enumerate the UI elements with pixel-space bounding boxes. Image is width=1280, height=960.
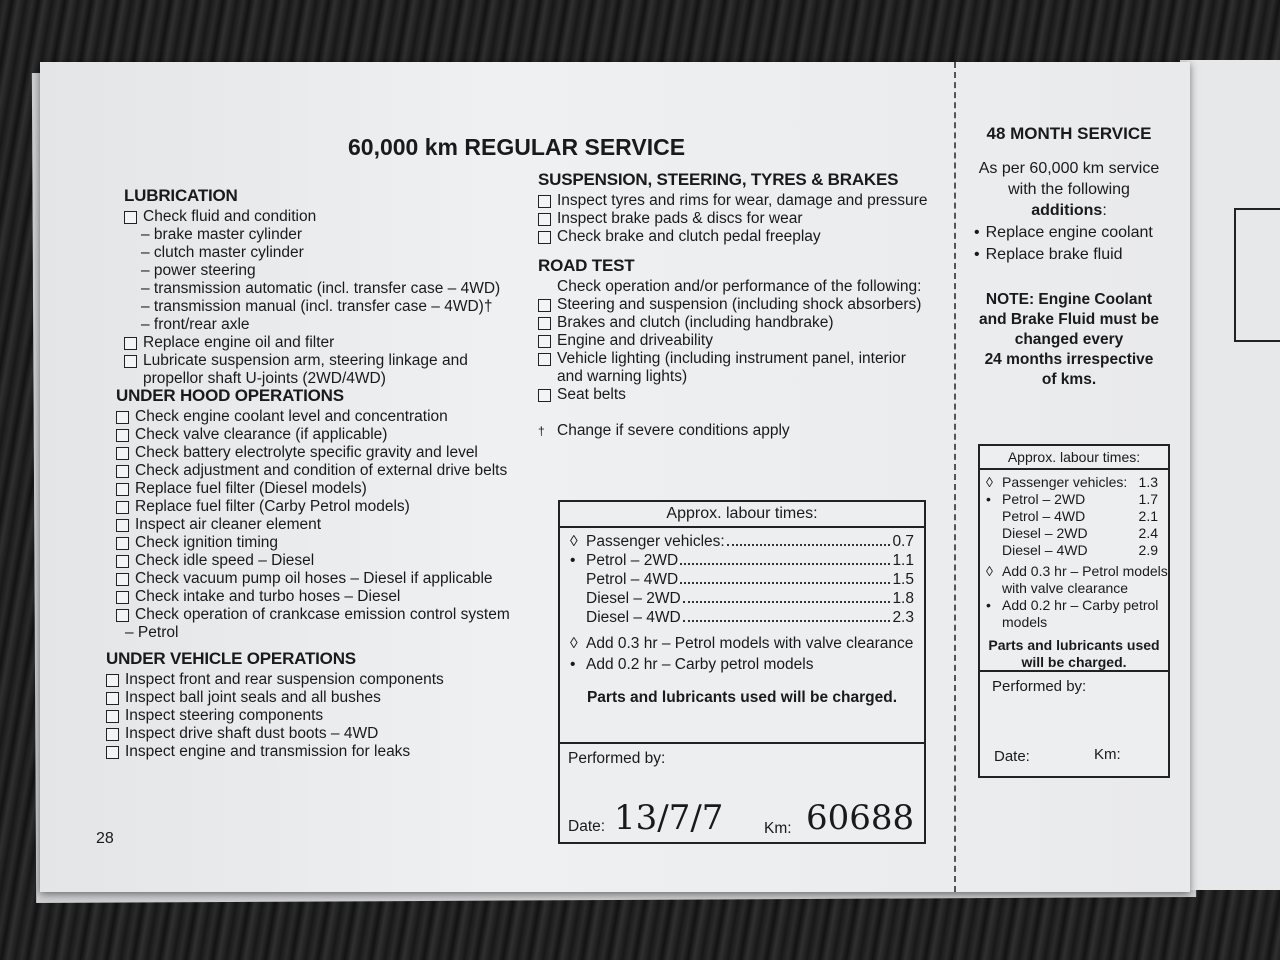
checkbox[interactable] bbox=[116, 465, 129, 478]
side-labour-note bbox=[980, 597, 1168, 631]
checklist-item-label: – power steering bbox=[141, 262, 256, 279]
labour-row-value: 0.7 bbox=[892, 533, 914, 550]
labour-row-value: 1.3 bbox=[1138, 474, 1158, 490]
checklist-item-label: Replace engine oil and filter bbox=[143, 334, 335, 351]
checklist-item-label: Inspect brake pads & discs for wear bbox=[557, 210, 803, 227]
checklist-item bbox=[116, 516, 510, 534]
checklist-item-label: Inspect air cleaner element bbox=[135, 516, 322, 533]
checkbox[interactable] bbox=[116, 519, 129, 532]
checkbox[interactable] bbox=[116, 573, 129, 586]
labour-row bbox=[560, 589, 924, 608]
labour-note bbox=[560, 654, 924, 675]
month-note-line: 24 months irrespective bbox=[984, 351, 1154, 368]
side-note-mark: ◊ bbox=[986, 563, 993, 579]
side-charged-1: Parts and lubricants used bbox=[988, 637, 1160, 653]
suspension-section bbox=[538, 170, 927, 246]
checklist-item-label: Inspect front and rear suspension components bbox=[125, 671, 444, 688]
labour-row-name: Diesel – 4WD bbox=[1002, 542, 1088, 558]
under-hood-section bbox=[116, 386, 510, 642]
labour-row-name: Petrol – 2WD bbox=[1002, 491, 1086, 507]
checklist-item-label: Check adjustment and condition of external drive belts bbox=[135, 462, 508, 479]
page-title: 60,000 km REGULAR SERVICE bbox=[348, 134, 686, 160]
labour-notes bbox=[560, 627, 924, 675]
checklist-item bbox=[124, 298, 500, 316]
checklist-item bbox=[106, 725, 444, 743]
labour-row-leader bbox=[1087, 508, 1136, 520]
next-page-edge bbox=[1180, 60, 1280, 890]
labour-row-mark bbox=[570, 608, 586, 627]
checklist-item bbox=[116, 480, 510, 498]
checkbox[interactable] bbox=[106, 674, 119, 687]
checklist-item bbox=[124, 244, 500, 262]
labour-row-leader bbox=[680, 551, 890, 565]
checklist-item bbox=[538, 350, 921, 368]
checklist-item-label: Lubricate suspension arm, steering linkage and bbox=[143, 352, 468, 369]
checklist-item-label: – brake master cylinder bbox=[141, 226, 303, 243]
month-intro-colon: : bbox=[1102, 202, 1107, 219]
month-note-line: NOTE: Engine Coolant bbox=[985, 291, 1153, 308]
under-hood-tail: – Petrol bbox=[125, 624, 179, 641]
labour-row bbox=[980, 542, 1168, 559]
checklist-item-label: Brakes and clutch (including handbrake) bbox=[557, 314, 834, 331]
checklist-item bbox=[116, 426, 510, 444]
labour-row-name: Diesel – 2WD bbox=[586, 590, 681, 607]
month-note-line: of kms. bbox=[1041, 371, 1097, 388]
under-vehicle-heading: UNDER VEHICLE OPERATIONS bbox=[106, 649, 356, 668]
checklist-item bbox=[116, 534, 510, 552]
checklist-item-label: Inspect steering components bbox=[125, 707, 324, 724]
side-performed-by: Performed by: bbox=[992, 678, 1087, 695]
lubrication-list bbox=[124, 208, 500, 388]
labour-row-value: 2.1 bbox=[1138, 508, 1158, 524]
month-intro-2: with the following bbox=[1008, 181, 1130, 198]
month-addition-label: Replace engine coolant bbox=[985, 224, 1153, 241]
month-service-section bbox=[962, 124, 1176, 390]
labour-note-text: Add 0.3 hr – Petrol models with valve clearance bbox=[586, 635, 914, 652]
checklist-item bbox=[124, 352, 500, 370]
checklist-item bbox=[538, 314, 921, 332]
checklist-item bbox=[124, 262, 500, 280]
handwritten-date: 13/7/7 bbox=[614, 798, 724, 838]
labour-row-leader bbox=[1090, 542, 1137, 554]
road-test-intro: Check operation and/or performance of the following: bbox=[557, 278, 922, 295]
checklist-item-label: Engine and driveability bbox=[557, 332, 713, 349]
labour-row-leader bbox=[1129, 474, 1136, 486]
under-vehicle-list bbox=[106, 671, 444, 761]
checklist-item bbox=[538, 228, 927, 246]
labour-note-mark: ◊ bbox=[570, 635, 578, 652]
labour-row-name: Diesel – 4WD bbox=[586, 609, 681, 626]
checklist-item-label: – clutch master cylinder bbox=[141, 244, 304, 261]
checklist-item-label: Inspect drive shaft dust boots – 4WD bbox=[125, 725, 379, 742]
month-addition bbox=[974, 244, 1176, 266]
checklist-item-label: Check valve clearance (if applicable) bbox=[135, 426, 388, 443]
checklist-item bbox=[538, 210, 927, 228]
checkbox[interactable] bbox=[106, 728, 119, 741]
checkbox[interactable] bbox=[538, 213, 551, 226]
checkbox[interactable] bbox=[538, 317, 551, 330]
labour-row-value: 1.5 bbox=[892, 571, 914, 588]
side-note-text bbox=[1002, 597, 1158, 631]
labour-row-mark bbox=[570, 570, 586, 589]
checklist-item-label: Check engine coolant level and concentration bbox=[135, 408, 448, 425]
labour-row-mark: • bbox=[986, 491, 991, 507]
labour-row-mark: • bbox=[570, 552, 576, 569]
labour-row-mark bbox=[986, 508, 1002, 525]
next-page-box-fragment bbox=[1234, 208, 1280, 342]
labour-row bbox=[980, 525, 1168, 542]
labour-row-leader bbox=[680, 570, 890, 584]
checklist-item-label: propellor shaft U-joints (2WD/4WD) bbox=[143, 370, 386, 387]
labour-row-value: 2.9 bbox=[1138, 542, 1158, 558]
month-addition bbox=[974, 222, 1176, 244]
labour-row-mark bbox=[570, 589, 586, 608]
labour-row-value: 2.3 bbox=[892, 609, 914, 626]
checkbox[interactable] bbox=[538, 389, 551, 402]
labour-times-box bbox=[558, 500, 926, 844]
side-labour-note bbox=[980, 563, 1168, 597]
side-date-label: Date: bbox=[994, 748, 1030, 765]
lubrication-heading: LUBRICATION bbox=[124, 186, 238, 205]
labour-row-mark: ◊ bbox=[986, 474, 993, 490]
checklist-item bbox=[538, 386, 921, 404]
labour-row-leader bbox=[683, 589, 891, 603]
under-hood-heading: UNDER HOOD OPERATIONS bbox=[116, 386, 344, 405]
checkbox[interactable] bbox=[538, 299, 551, 312]
labour-row bbox=[980, 491, 1168, 508]
month-note bbox=[962, 290, 1176, 390]
labour-row-value: 1.7 bbox=[1138, 491, 1158, 507]
labour-rows bbox=[560, 528, 924, 627]
checklist-item bbox=[538, 368, 921, 386]
labour-row-name: Petrol – 4WD bbox=[586, 571, 679, 588]
checklist-item-label: Check fluid and condition bbox=[143, 208, 317, 225]
labour-row-leader bbox=[1090, 525, 1137, 537]
checkbox[interactable] bbox=[116, 591, 129, 604]
checklist-item-label: Check brake and clutch pedal freeplay bbox=[557, 228, 821, 245]
km-label: Km: bbox=[764, 820, 792, 837]
checkbox[interactable] bbox=[124, 211, 137, 224]
labour-row-value: 2.4 bbox=[1138, 525, 1158, 541]
labour-row-value: 1.1 bbox=[892, 552, 914, 569]
checklist-item bbox=[124, 316, 500, 334]
checklist-item-label: – transmission manual (incl. transfer case – 4WD)† bbox=[141, 298, 493, 315]
labour-row bbox=[980, 508, 1168, 525]
handwritten-km: 60688 bbox=[806, 798, 915, 838]
labour-row bbox=[560, 532, 924, 551]
page-number: 28 bbox=[96, 830, 114, 847]
month-service-heading: 48 MONTH SERVICE bbox=[986, 124, 1152, 143]
checklist-item bbox=[106, 689, 444, 707]
performed-by-label: Performed by: bbox=[568, 750, 666, 767]
lubrication-section bbox=[124, 186, 500, 388]
labour-note-mark: • bbox=[570, 656, 576, 673]
side-box-header: Approx. labour times: bbox=[980, 446, 1168, 470]
labour-row-leader bbox=[727, 532, 891, 546]
checklist-item bbox=[124, 226, 500, 244]
side-note-text bbox=[1002, 563, 1168, 597]
checklist-item bbox=[538, 192, 927, 210]
checklist-item-label: Seat belts bbox=[557, 386, 626, 403]
footnote-text: Change if severe conditions apply bbox=[557, 422, 790, 439]
checklist-item bbox=[538, 332, 921, 350]
road-test-heading: ROAD TEST bbox=[538, 256, 635, 275]
checklist-item bbox=[116, 444, 510, 462]
checkbox[interactable] bbox=[124, 355, 137, 368]
suspension-list bbox=[538, 192, 927, 246]
side-km-label: Km: bbox=[1094, 746, 1121, 763]
date-label: Date: bbox=[568, 818, 606, 835]
checklist-item-label: Vehicle lighting (including instrument panel, interior bbox=[557, 350, 906, 367]
checklist-item bbox=[124, 208, 500, 226]
checklist-item-label: – front/rear axle bbox=[141, 316, 250, 333]
month-intro-1: As per 60,000 km service bbox=[978, 160, 1160, 177]
side-note-line: Add 0.3 hr – Petrol models bbox=[1002, 563, 1168, 579]
side-note-line: Add 0.2 hr – Carby petrol bbox=[1002, 597, 1159, 613]
month-note-line: and Brake Fluid must be bbox=[978, 311, 1159, 328]
checkbox[interactable] bbox=[116, 429, 129, 442]
bullet: • bbox=[974, 224, 980, 241]
labour-note bbox=[560, 633, 924, 654]
under-vehicle-section bbox=[106, 649, 444, 761]
labour-row-name: Petrol – 2WD bbox=[586, 552, 679, 569]
checklist-item-label: Replace fuel filter (Diesel models) bbox=[135, 480, 367, 497]
month-addition-label: Replace brake fluid bbox=[985, 246, 1123, 263]
suspension-heading: SUSPENSION, STEERING, TYRES & BRAKES bbox=[538, 170, 899, 189]
side-labour-box bbox=[978, 444, 1170, 778]
side-charged-2: will be charged. bbox=[1021, 654, 1127, 670]
service-booklet-page bbox=[40, 62, 1190, 892]
checkbox[interactable] bbox=[538, 231, 551, 244]
labour-row-mark: ◊ bbox=[570, 533, 578, 550]
checklist-item bbox=[116, 408, 510, 426]
checklist-item-label: – transmission automatic (incl. transfer case – 4WD) bbox=[141, 280, 501, 297]
labour-row bbox=[560, 551, 924, 570]
road-test-list bbox=[538, 296, 921, 404]
checklist-item-label: Check intake and turbo hoses – Diesel bbox=[135, 588, 401, 605]
checkbox[interactable] bbox=[106, 710, 119, 723]
checklist-item bbox=[116, 462, 510, 480]
checkbox[interactable] bbox=[116, 501, 129, 514]
labour-row-name: Passenger vehicles: bbox=[1002, 474, 1128, 490]
side-note-line: models bbox=[1002, 614, 1048, 630]
checklist-item bbox=[538, 296, 921, 314]
checklist-item-label: Replace fuel filter (Carby Petrol models) bbox=[135, 498, 410, 515]
checklist-item bbox=[116, 588, 510, 606]
footnote-mark: † bbox=[538, 424, 545, 438]
labour-row-leader bbox=[1087, 491, 1136, 503]
parts-charged-notice: Parts and lubricants used will be charged. bbox=[586, 689, 898, 706]
checkbox[interactable] bbox=[116, 609, 129, 622]
checkbox[interactable] bbox=[106, 692, 119, 705]
road-test-section bbox=[538, 256, 921, 440]
checklist-item-label: and warning lights) bbox=[557, 368, 688, 385]
checklist-item-label: Steering and suspension (including shock absorbers) bbox=[557, 296, 922, 313]
labour-row-mark bbox=[986, 525, 1002, 542]
bullet: • bbox=[974, 246, 980, 263]
checkbox[interactable] bbox=[116, 447, 129, 460]
checklist-item bbox=[116, 498, 510, 516]
side-note-mark: • bbox=[986, 597, 991, 613]
labour-row-name: Passenger vehicles: bbox=[586, 533, 725, 550]
perforation-line bbox=[954, 62, 956, 892]
labour-row bbox=[560, 608, 924, 627]
checklist-item-label: Check vacuum pump oil hoses – Diesel if applicable bbox=[135, 570, 493, 587]
side-labour-notes bbox=[980, 559, 1168, 631]
under-hood-list bbox=[116, 408, 510, 624]
checklist-item-label: Check idle speed – Diesel bbox=[135, 552, 315, 569]
checklist-item-label: Check battery electrolyte specific gravity and level bbox=[135, 444, 478, 461]
checklist-item-label: Inspect engine and transmission for leaks bbox=[125, 743, 411, 760]
checkbox[interactable] bbox=[538, 353, 551, 366]
checklist-item-label: Inspect tyres and rims for wear, damage and pressure bbox=[557, 192, 928, 209]
side-note-line: with valve clearance bbox=[1002, 580, 1129, 596]
checkbox[interactable] bbox=[116, 483, 129, 496]
checklist-item bbox=[106, 707, 444, 725]
checkbox[interactable] bbox=[116, 555, 129, 568]
checkbox[interactable] bbox=[538, 335, 551, 348]
labour-row-name: Petrol – 4WD bbox=[1002, 508, 1086, 524]
checklist-item bbox=[106, 743, 444, 761]
labour-note-text: Add 0.2 hr – Carby petrol models bbox=[586, 656, 814, 673]
labour-row bbox=[980, 474, 1168, 491]
checklist-item bbox=[116, 552, 510, 570]
checkbox[interactable] bbox=[116, 411, 129, 424]
month-additions bbox=[962, 222, 1176, 266]
labour-row-name: Diesel – 2WD bbox=[1002, 525, 1088, 541]
labour-row-mark bbox=[986, 542, 1002, 559]
checklist-item-label: Inspect ball joint seals and all bushes bbox=[125, 689, 381, 706]
month-intro-3: additions bbox=[1031, 202, 1103, 219]
checkbox[interactable] bbox=[124, 337, 137, 350]
checklist-item-label: Check ignition timing bbox=[135, 534, 279, 551]
checkbox[interactable] bbox=[538, 195, 551, 208]
checklist-item bbox=[106, 671, 444, 689]
labour-row-value: 1.8 bbox=[892, 590, 914, 607]
checklist-item bbox=[116, 570, 510, 588]
checkbox[interactable] bbox=[106, 746, 119, 759]
labour-row-leader bbox=[683, 608, 891, 622]
labour-row bbox=[560, 570, 924, 589]
checkbox[interactable] bbox=[116, 537, 129, 550]
checklist-item bbox=[124, 280, 500, 298]
checklist-item-label: Check operation of crankcase emission control system bbox=[135, 606, 510, 623]
side-labour-rows bbox=[980, 470, 1168, 559]
month-note-line: changed every bbox=[1014, 331, 1124, 348]
checklist-item bbox=[124, 334, 500, 352]
labour-box-header: Approx. labour times: bbox=[560, 502, 924, 528]
checklist-item bbox=[116, 606, 510, 624]
